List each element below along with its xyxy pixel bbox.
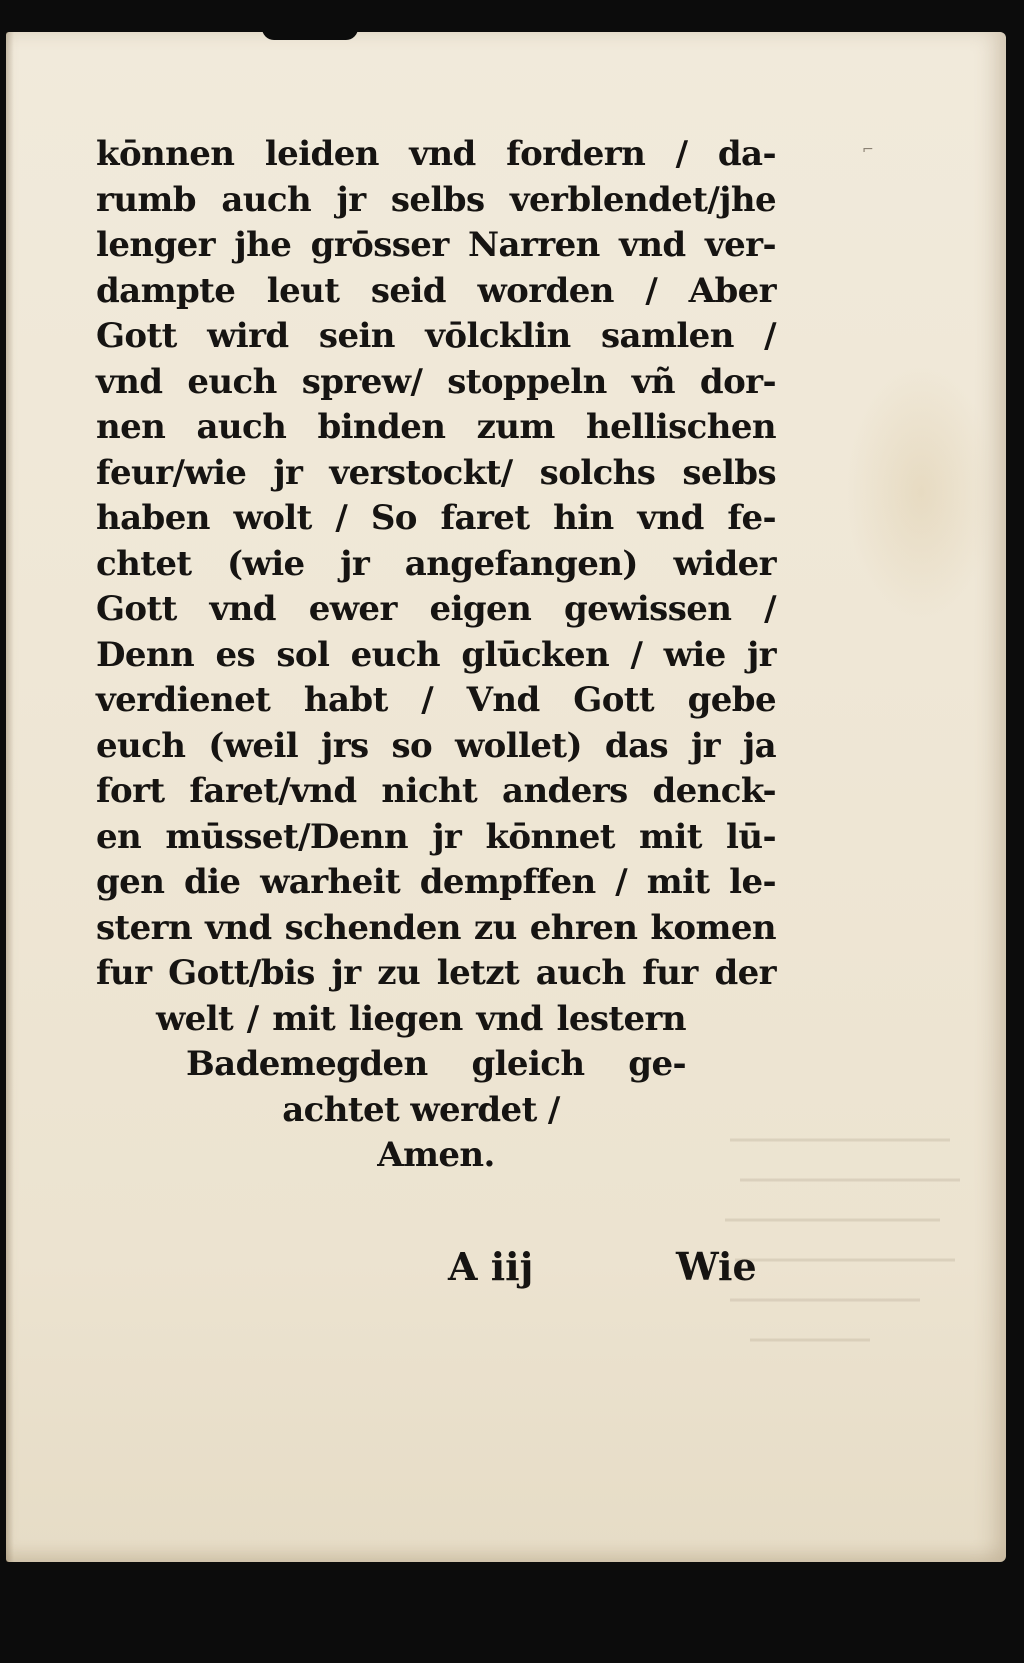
text-line-19: fur Gott/bis jr zu letzt auch fur der — [96, 953, 776, 993]
text-line-13: verdienet habt / Vnd Gott gebe — [96, 680, 776, 720]
catchword: Wie — [676, 1244, 757, 1289]
text-line-17: gen die warheit dempffen / mit le- — [96, 862, 776, 902]
text-line-11: Gott vnd ewer eigen gewissen / — [96, 589, 776, 629]
text-line-1: kōnnen leiden vnd fordern / da- — [96, 134, 776, 174]
text-line-4: dampte leut seid worden / Aber — [96, 270, 776, 311]
text-line-7: nen auch binden zum hellischen — [96, 407, 776, 447]
text-line-20: welt / mit liegen vnd lestern — [156, 998, 686, 1039]
text-line-6: vnd euch sprew/ stoppeln vñ dor- — [96, 361, 776, 402]
text-line-5: Gott wird sein vōlcklin samlen / — [96, 316, 776, 356]
text-block — [96, 132, 776, 1179]
text-line-23: Amen. — [377, 1135, 495, 1175]
text-line-10: chtet (wie jr angefangen) wider — [96, 543, 776, 584]
text-line-12: Denn es sol euch glūcken / wie jr — [96, 634, 776, 675]
text-line-2: rumb auch jr selbs verblendet/jhe — [96, 179, 776, 220]
text-line-18: stern vnd schenden zu ehren komen — [96, 907, 776, 948]
signature-mark: A iij — [448, 1244, 534, 1289]
text-line-22: achtet werdet / — [282, 1089, 560, 1130]
text-line-16: en mūsset/Denn jr kōnnet mit lū- — [96, 816, 776, 857]
text-line-9: haben wolt / So faret hin vnd fe- — [96, 498, 776, 538]
page-edge-notch — [262, 28, 358, 40]
show-through-bleed — [720, 1120, 970, 1360]
text-line-21: Bademegden gleich ge- — [186, 1044, 686, 1084]
text-line-14: euch (weil jrs so wollet) das jr ja — [96, 725, 776, 766]
text-line-3: lenger jhe grōsser Narren vnd ver- — [96, 225, 776, 265]
text-line-15: fort faret/vnd nicht anders denck- — [96, 771, 776, 811]
margin-mark: ⌐ — [862, 142, 874, 158]
text-line-8: feur/wie jr verstockt/ solchs selbs — [96, 452, 776, 493]
